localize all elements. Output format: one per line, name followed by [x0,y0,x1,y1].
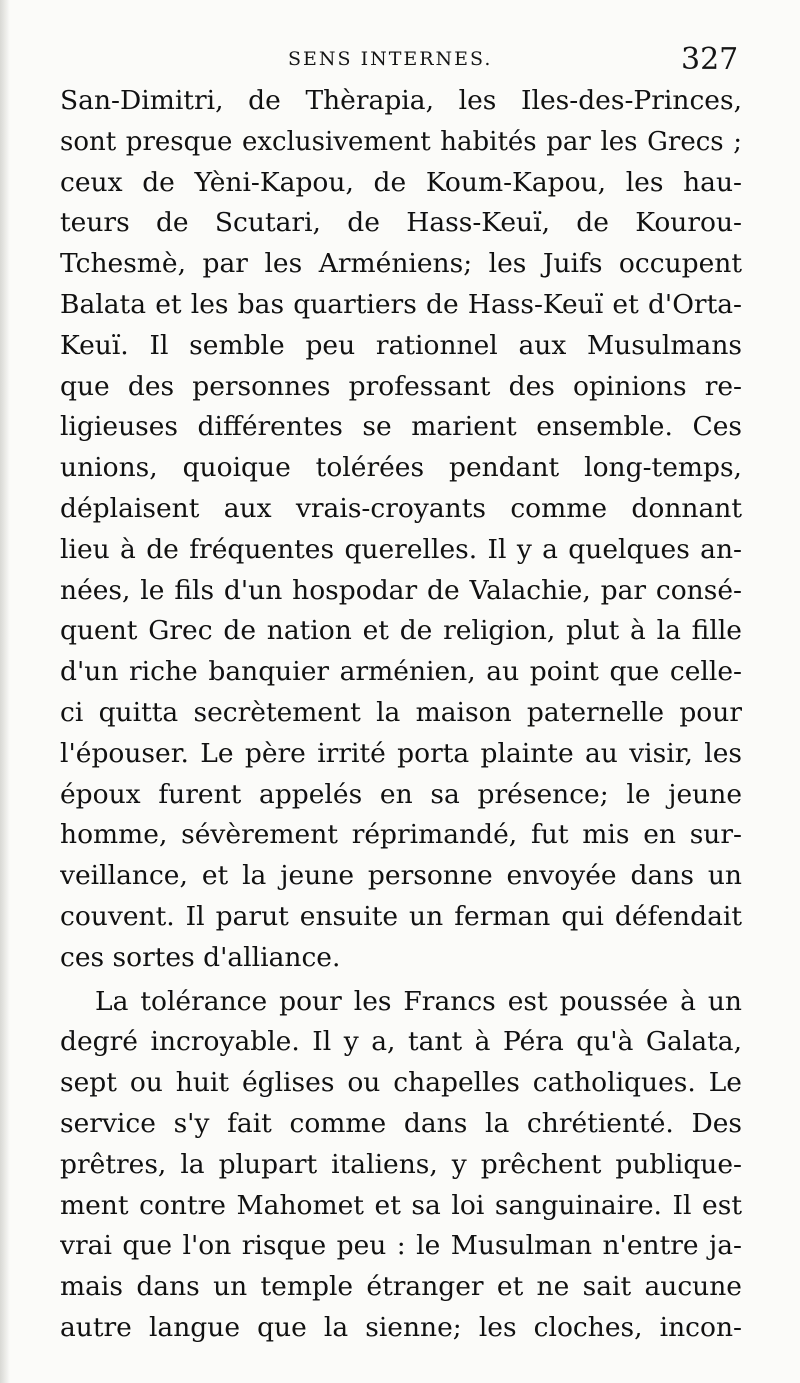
running-head [0,42,800,82]
text-line: ces sortes d'alliance. [60,941,341,973]
text-line: sont presque exclusivement habités par les Grecs ; [60,126,742,157]
text-line: mais dans un temple étranger et ne sait aucune [60,1271,742,1303]
text-line: Keuï. Il semble peu rationnel aux Musulmans [60,329,742,361]
text-line: ceux de Yèni-Kapou, de Koum-Kapou, les hau- [60,166,742,198]
text-line: prêtres, la plupart italiens, y prêchent publique- [60,1148,742,1180]
text-line: unions, quoique tolérées pendant long-temps, [60,452,742,484]
body-text [60,81,742,1349]
paragraph [60,982,742,1349]
text-line: ligieuses différentes se marient ensemble. Ces [60,411,742,443]
text-line: couvent. Il parut ensuite un ferman qui défendait [60,900,742,932]
text-line: homme, sévèrement réprimandé, fut mis en sur- [60,819,742,851]
text-line: d'un riche banquier arménien, au point que celle- [60,656,742,688]
gutter-shadow [0,0,10,1383]
text-line: autre langue que la sienne; les cloches, incon- [60,1311,742,1343]
text-line: teurs de Scutari, de Hass-Keuï, de Kourou- [60,207,742,239]
text-line: Balata et les bas quartiers de Hass-Keuï et d'Orta- [60,288,742,320]
text-line: vrai que l'on risque peu : le Musulman n'entre ja- [60,1230,742,1262]
running-head-title: SENS INTERNES. [288,48,493,70]
text-line: que des personnes professant des opinions re- [60,370,742,402]
page-number: 327 [681,42,739,77]
text-line: Tchesmè, par les Arméniens; les Juifs occupent [60,248,742,280]
text-line: degré incroyable. Il y a, tant à Péra qu'à Galata, [60,1026,742,1058]
paragraph [60,81,742,979]
text-line: veillance, et la jeune personne envoyée dans un [60,860,742,892]
text-line: La tolérance pour les Francs est poussée à un [95,985,742,1017]
text-line: nées, le fils d'un hospodar de Valachie, par consé- [60,574,742,606]
text-line: l'épouser. Le père irrité porta plainte au visir, les [60,737,742,769]
text-line: San-Dimitri, de Thèrapia, les Iles-des-Princes, [60,85,742,116]
text-line: lieu à de fréquentes querelles. Il y a quelques an- [60,533,742,565]
text-line: ci quitta secrètement la maison paternelle pour [60,696,742,728]
text-line: époux furent appelés en sa présence; le jeune [60,778,742,810]
text-line: quent Grec de nation et de religion, plut à la fille [60,615,742,647]
text-line: déplaisent aux vrais-croyants comme donnant [60,492,742,524]
text-line: ment contre Mahomet et sa loi sanguinaire. Il est [60,1189,742,1221]
text-line: service s'y fait comme dans la chrétienté. Des [60,1107,742,1139]
text-line: sept ou huit églises ou chapelles catholiques. Le [60,1067,742,1099]
